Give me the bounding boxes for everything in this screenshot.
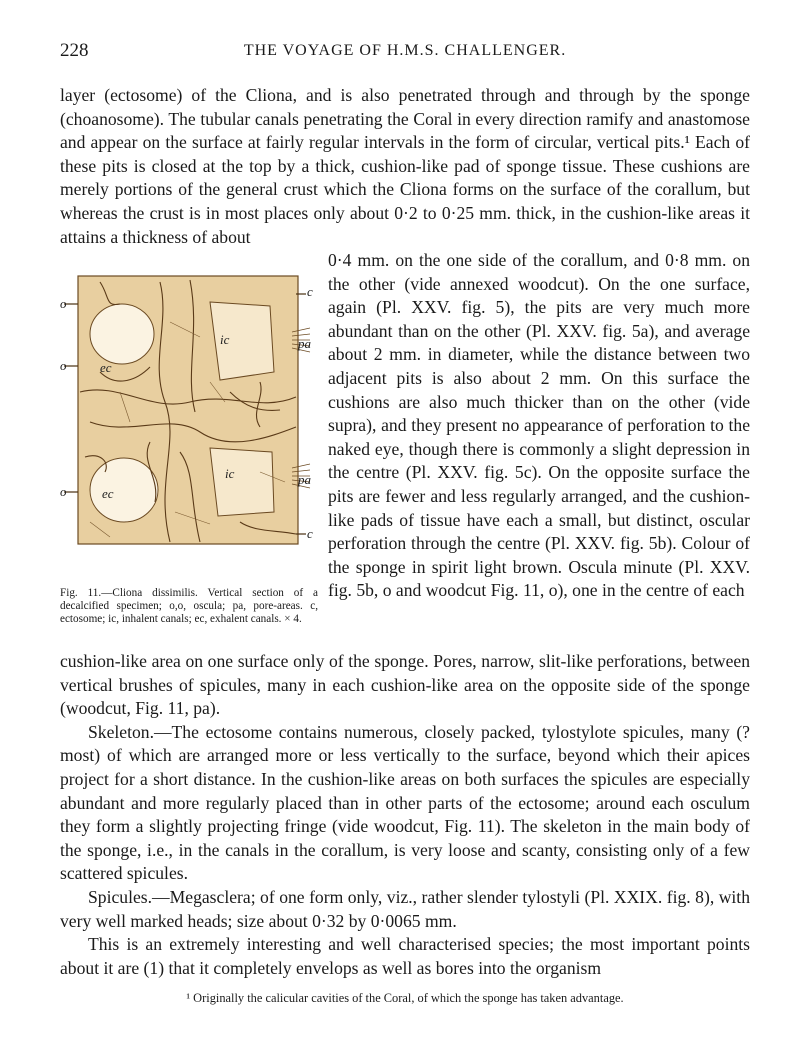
paragraph-1-part-3: cushion-like area on one surface only of the sponge. Pores, narrow, slit-like perforations, between vertical brushes of spicules, many in each cushion-like area on the opposite side of the sponge (woodcut, Fig. 11, pa). [60, 651, 750, 719]
label-osculum-2: o [60, 358, 67, 373]
paragraph-1-part-2: 0·4 mm. on the one side of the corallum, and 0·8 mm. on the other (vide annexed woodcut). On the one surface, again (Pl. XXV. fig. 5), the pits are very much more abundant than on the other (Pl. XXV. fig. 5a), and average about 2 mm. in diameter, while the distance between two adjacent pits is also about 2 mm. On this surface the cushions are also much thicker than on the other (vide supra), and they present no appearance of perforation to the naked eye, though there is commonly a slight depression in the centre (Pl. XXV. fig. 5c). On the opposite surface the pits are fewer and less regularly arranged, and the cushion-like pads of tissue have each a small, but distinct, oscular perforation through the centre (Pl. XXV. fig. 5b). Colour of the sponge in spirit light brown. Oscula minute (Pl. XXV. fig. 5b, o and woodcut Fig. 11, o), one in the centre of each [328, 250, 750, 601]
paragraph-skeleton: Skeleton.—The ectosome contains numerous, closely packed, tylostylote spicules, many (? most) of which are arranged more or less vertically to the surface, beyond which their apices project for a short distance. In the cushion-like areas on both surfaces the spicules are especially abundant and more regularly placed than in other parts of the ectosome; around each osculum they form a slightly projecting fringe (vide woodcut, Fig. 11). The skeleton in the main body of the sponge, i.e., in the canals in the corallum, is very loose and scanty, consisting only of a few scattered spicules. [60, 721, 750, 884]
figure-caption: Fig. 11.—Cliona dissimilis. Vertical section of a decalcified specimen; o,o, oscula; pa, pore-areas. c, ectosome; ic, inhalent canals; ec, exhalent canals. × 4. [60, 587, 318, 625]
label-pore-area-2: pa [298, 472, 311, 487]
figure-11 [60, 262, 318, 634]
running-title: THE VOYAGE OF H.M.S. CHALLENGER. [243, 42, 567, 59]
label-inhalent-canal-2: ic [225, 466, 235, 481]
paragraph-spicules: Spicules.—Megasclera; of one form only, viz., rather slender tylostyli (Pl. XXIX. fig. 8), with very well marked heads; size about 0·32 by 0·0065 mm. [60, 886, 750, 931]
body-text-bottom [60, 650, 750, 980]
label-osculum-1: o [60, 296, 67, 311]
paragraph-species-notes: This is an extremely interesting and well characterised species; the most important points about it are (1) that it completely envelops as well as bores into the organism [60, 934, 750, 978]
label-osculum-3: o [60, 484, 67, 499]
page-header [60, 40, 750, 66]
label-ectosome-bottom: c [307, 526, 313, 541]
footnote: ¹ Originally the calicular cavities of the Coral, of which the sponge has taken advantage. [186, 991, 624, 1005]
label-exhalent-canal-1: ec [100, 360, 112, 375]
label-exhalent-canal-2: ec [102, 486, 114, 501]
paragraph-1-part-1: layer (ectosome) of the Cliona, and is also penetrated through and through by the sponge (choanosome). The tubular canals penetrating the Coral in every direction ramify and anastomose and appear on the surface at fairly regular intervals in the form of circular, vertical pits.¹ Each of these pits is closed at the top by a thick, cushion-like pad of sponge tissue. These cushions are merely portions of the general crust which the Cliona forms on the surface of the corallum, but whereas the crust is in most places only about 0·2 to 0·25 mm. thick, in the cushion-like areas it attains a thickness of about [60, 85, 750, 247]
sponge-section-illustration [60, 262, 318, 582]
body-text-beside-figure [328, 249, 750, 603]
page-number: 228 [60, 40, 89, 61]
body-text-top [60, 84, 750, 249]
label-ectosome-top: c [307, 284, 313, 299]
label-pore-area-1: pa [298, 336, 311, 351]
label-inhalent-canal-1: ic [220, 332, 230, 347]
